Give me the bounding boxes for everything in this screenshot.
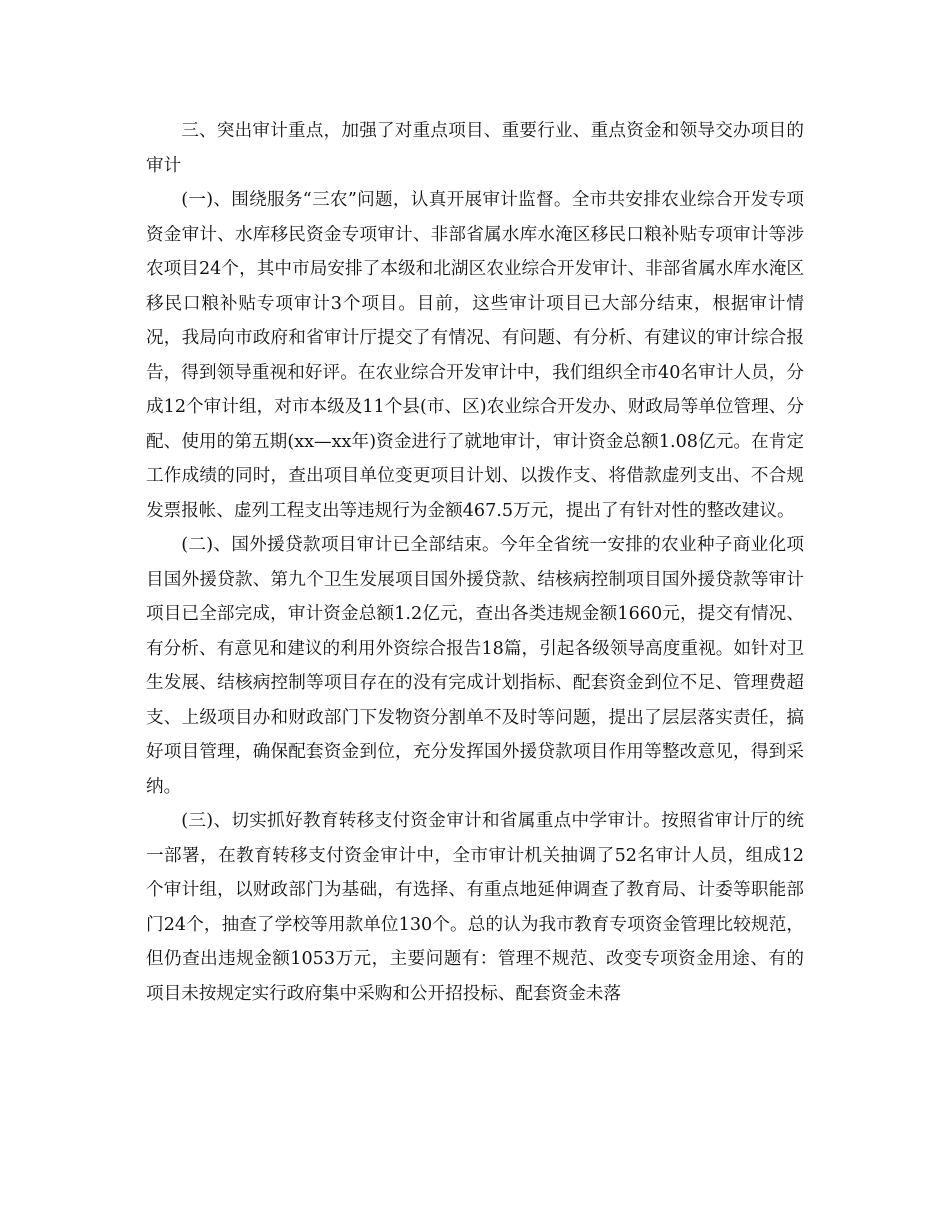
paragraph-foreign-loan-audit: (二)、国外援贷款项目审计已全部结束。今年全省统一安排的农业种子商业化项目国外援贷款、第九个卫生发展项目国外援贷款、结核病控制项目国外援贷款等审计项目已全部完成，审计资金总额1.2亿元，查出各类违规金额1660元，提交有情况、有分析、有意见和建议的利用外资综合报告18篇，引起各级领导高度重视。如针对卫生发展、结核病控制等项目存在的没有完成计划指标、配套资金到位不足、管理费超支、上级项目办和财政部门下发物资分割单不及时等问题，提出了层层落实责任，搞好项目管理，确保配套资金到位，充分发挥国外援贷款项目作用等整改意见，得到采纳。 xyxy=(146,535,804,797)
paragraph-agriculture-audit: (一)、围绕服务“三农”问题，认真开展审计监督。全市共安排农业综合开发专项资金审计、水库移民资金专项审计、非部省属水库水淹区移民口粮补贴专项审计等涉农项目24个，其中市局安排了本级和北湖区农业综合开发审计、非部省属水库水淹区移民口粮补贴专项审计3个项目。目前，这些审计项目已大部分结束，根据审计情况，我局向市政府和省审计厅提交了有情况、有问题、有分析、有建议的审计综合报告，得到领导重视和好评。在农业综合开发审计中，我们组织全市40名审计人员，分成12个审计组，对市本级及11个县(市、区)农业综合开发办、财政局等单位管理、分配、使用的第五期(xx—xx年)资金进行了就地审计，审计资金总额1.08亿元。在肯定工作成绩的同时，查出项目单位变更项目计划、以拨作支、将借款虚列支出、不合规发票报帐、虚列工程支出等违规行为金额467.5万元，提出了有针对性的整改建议。 xyxy=(146,190,804,521)
document-body xyxy=(146,114,804,1011)
paragraph-education-audit: (三)、切实抓好教育转移支付资金审计和省属重点中学审计。按照省审计厅的统一部署，在教育转移支付资金审计中，全市审计机关抽调了52名审计人员，组成12个审计组，以财政部门为基础，有选择、有重点地延伸调查了教育局、计委等职能部门24个，抽查了学校等用款单位130个。总的认为我市教育专项资金管理比较规范，但仍查出违规金额1053万元，主要问题有：管理不规范、改变专项资金用途、有的项目未按规定实行政府集中采购和公开招投标、配套资金未落 xyxy=(146,811,804,1004)
section-heading: 三、突出审计重点，加强了对重点项目、重要行业、重点资金和领导交办项目的审计 xyxy=(146,121,804,176)
